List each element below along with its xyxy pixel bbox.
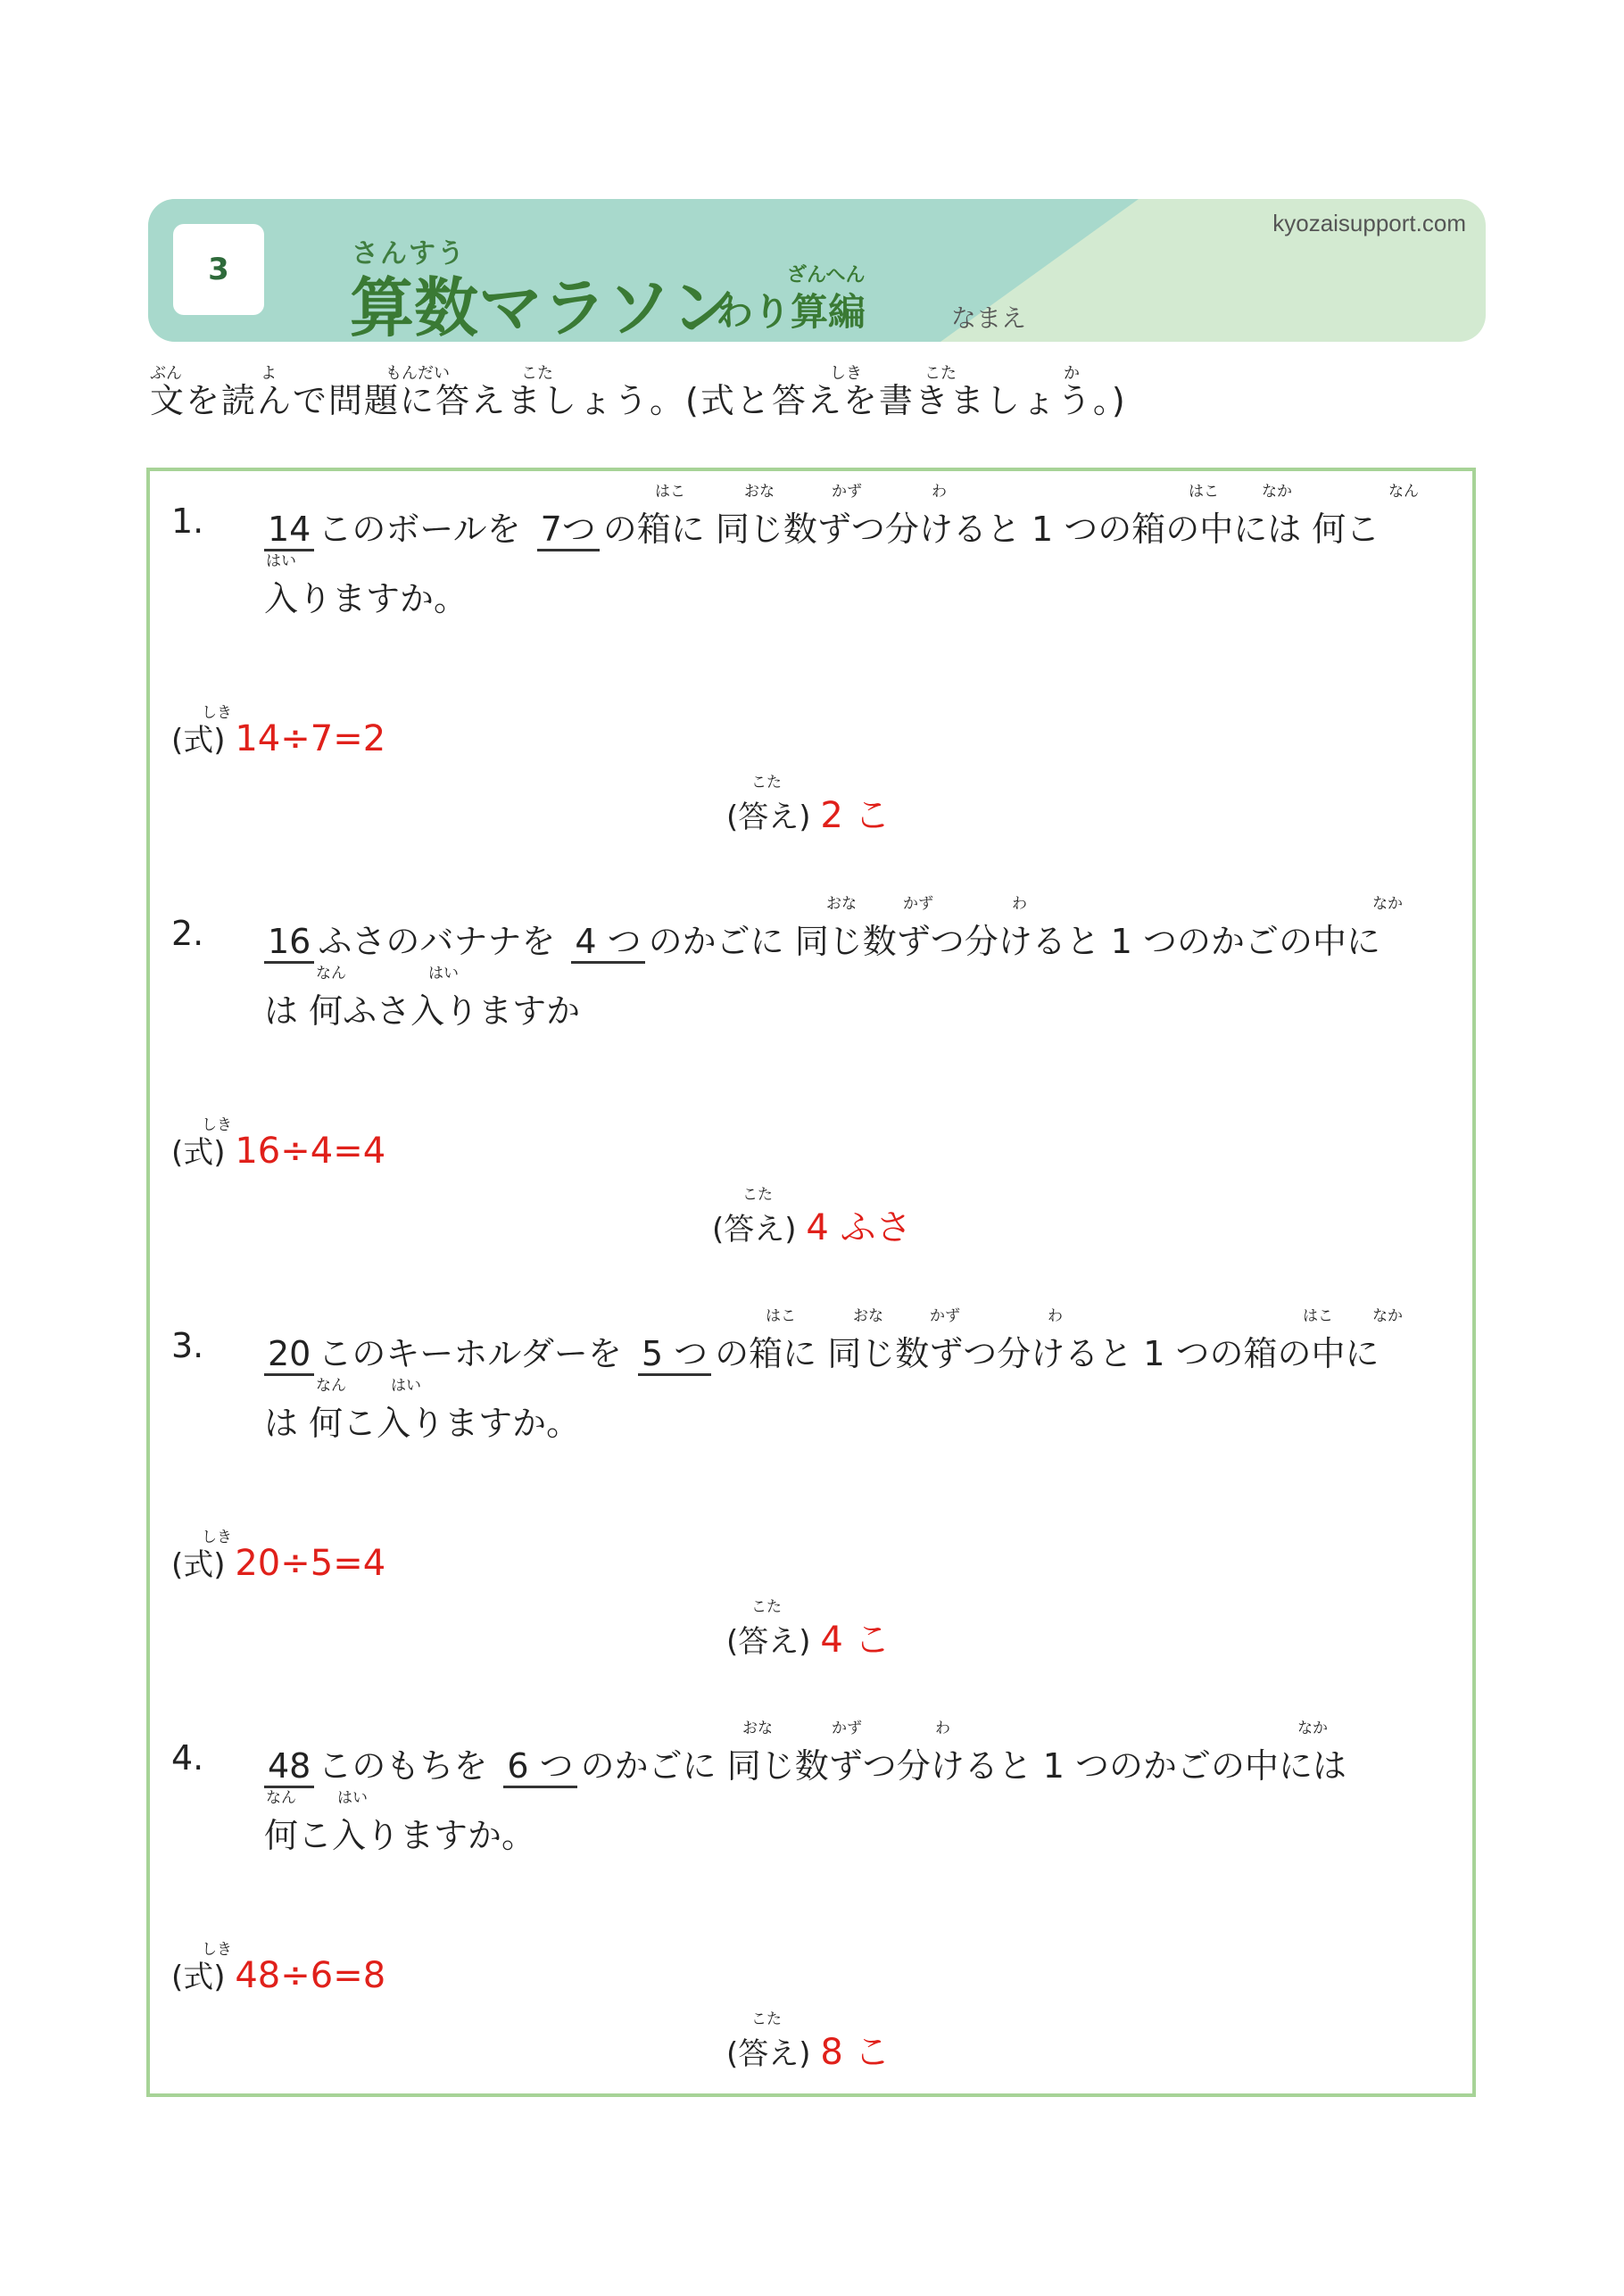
answer-ruby: こた (751, 2010, 782, 2028)
blank-divisor: 7つ (537, 510, 600, 551)
shiki-label: (式) (171, 1547, 226, 1583)
formula-row (171, 1952, 385, 1996)
word-ruby: なん (1388, 483, 1419, 501)
word-ruby: なか (1262, 483, 1292, 501)
word-ruby: はい (266, 552, 296, 570)
word-ruby: おな (744, 483, 775, 501)
word-ruby: かず (903, 895, 933, 913)
word-ruby: かず (832, 1720, 862, 1737)
blank-divisor: 4 つ (571, 922, 644, 964)
blank-divisor: 5 つ (638, 1334, 711, 1376)
subtitle-ruby: ざんへん (787, 264, 866, 286)
problem-number: 3. (171, 1326, 204, 1365)
formula-answer: 14÷7=2 (235, 718, 386, 759)
problem-line-1 (264, 1326, 1380, 1375)
word-ruby: はこ (1189, 483, 1219, 501)
shiki-label: (式) (171, 723, 226, 758)
answer-ruby: こた (751, 774, 782, 792)
blank-number: 16 (264, 922, 314, 964)
page-title: 算数マラソン (350, 270, 736, 342)
instruction-ruby: ぶん (150, 364, 182, 383)
answer-ruby: こた (751, 1598, 782, 1616)
formula-answer: 16÷4=4 (235, 1131, 386, 1172)
answer-value: 4 こ (820, 1620, 891, 1661)
formula-row (171, 1128, 385, 1172)
formula-row (171, 716, 385, 759)
shiki-ruby: しき (202, 1116, 232, 1134)
blank-number: 48 (264, 1746, 314, 1788)
page-subtitle: わり算編 (716, 290, 866, 334)
word-ruby: おな (853, 1307, 883, 1325)
problem-line-1 (264, 914, 1380, 963)
word-ruby: はい (391, 1377, 421, 1395)
problem-text: このもちを (318, 1746, 488, 1786)
blank-divisor: 6 つ (503, 1746, 576, 1788)
word-ruby: なか (1372, 895, 1403, 913)
problem-number: 1. (171, 501, 204, 541)
title-ruby: さんすう (352, 238, 466, 269)
word-ruby: はこ (766, 1307, 796, 1325)
problem-text: このボールを (318, 510, 521, 549)
word-ruby: わ (1048, 1307, 1063, 1325)
word-ruby: かず (832, 483, 862, 501)
problem-line-2: 入りますか。 (264, 579, 468, 618)
instruction-ruby: もんだい (385, 364, 450, 383)
answer-ruby: こた (742, 1186, 773, 1204)
answer-row (712, 1199, 912, 1250)
problem-line-2: は 何こ入りますか。 (264, 1404, 581, 1443)
word-ruby: なん (316, 965, 346, 982)
formula-answer: 48÷6=8 (235, 1955, 386, 1996)
word-ruby: なか (1372, 1307, 1403, 1325)
instruction-ruby: しき (830, 364, 862, 383)
answer-label: (答え) (712, 1212, 797, 1247)
problem-number: 4. (171, 1738, 204, 1778)
problem-line-2: 何こ入りますか。 (264, 1816, 536, 1855)
shiki-ruby: しき (202, 1941, 232, 1959)
worksheet-number: 3 (173, 224, 264, 315)
site-url: kyozaisupport.com (1272, 210, 1466, 236)
word-ruby: おな (826, 895, 857, 913)
blank-number: 14 (264, 510, 314, 551)
word-ruby: かず (930, 1307, 960, 1325)
answer-row (726, 1612, 891, 1662)
instruction-ruby: よ (261, 364, 277, 383)
word-ruby: わ (1012, 895, 1027, 913)
word-ruby: はい (337, 1789, 368, 1807)
word-ruby: はい (428, 965, 459, 982)
word-ruby: なん (266, 1789, 296, 1807)
shiki-label: (式) (171, 1135, 226, 1171)
word-ruby: なか (1297, 1720, 1328, 1737)
word-ruby: わ (932, 483, 947, 501)
instruction-ruby: こた (924, 364, 957, 383)
problem-line-1 (264, 501, 1380, 551)
answer-value: 8 こ (820, 2032, 891, 2073)
blank-number: 20 (264, 1334, 314, 1376)
instruction-ruby: こた (521, 364, 553, 383)
word-ruby: はこ (1303, 1307, 1333, 1325)
shiki-ruby: しき (202, 1529, 232, 1546)
word-ruby: わ (935, 1720, 950, 1737)
name-label: なまえ (951, 303, 1027, 333)
answer-value: 2 こ (820, 795, 891, 836)
answer-label: (答え) (726, 1624, 811, 1660)
formula-row (171, 1540, 385, 1584)
problem-line-1 (264, 1738, 1346, 1787)
answer-row (726, 2024, 891, 2075)
word-ruby: おな (742, 1720, 773, 1737)
problem-text: のかごに 同じ数ずつ分けると 1 つのかごの中に (648, 922, 1381, 961)
instruction-ruby: か (1064, 364, 1080, 383)
instruction-text: 文を読んで問題に答えましょう。(式と答えを書きましょう。) (150, 381, 1127, 420)
formula-answer: 20÷5=4 (235, 1543, 386, 1584)
answer-label: (答え) (726, 2036, 811, 2072)
problem-text: このキーホルダーを (318, 1334, 622, 1373)
worksheet-header (148, 199, 1486, 342)
problem-line-2: は 何ふさ入りますか (264, 991, 581, 1031)
problem-number: 2. (171, 914, 204, 953)
answer-label: (答え) (726, 800, 811, 835)
shiki-label: (式) (171, 1960, 226, 1995)
problem-text: のかごに 同じ数ずつ分けると 1 つのかごの中には (580, 1746, 1347, 1786)
word-ruby: はこ (655, 483, 685, 501)
answer-row (726, 787, 891, 838)
problem-text: の箱に 同じ数ずつ分けると 1 つの箱の中には 何こ (602, 510, 1380, 549)
shiki-ruby: しき (202, 704, 232, 722)
problem-text: の箱に 同じ数ずつ分けると 1 つの箱の中に (715, 1334, 1380, 1373)
answer-value: 4 ふさ (806, 1207, 912, 1248)
word-ruby: なん (316, 1377, 346, 1395)
problem-text: ふさのバナナを (318, 922, 556, 961)
